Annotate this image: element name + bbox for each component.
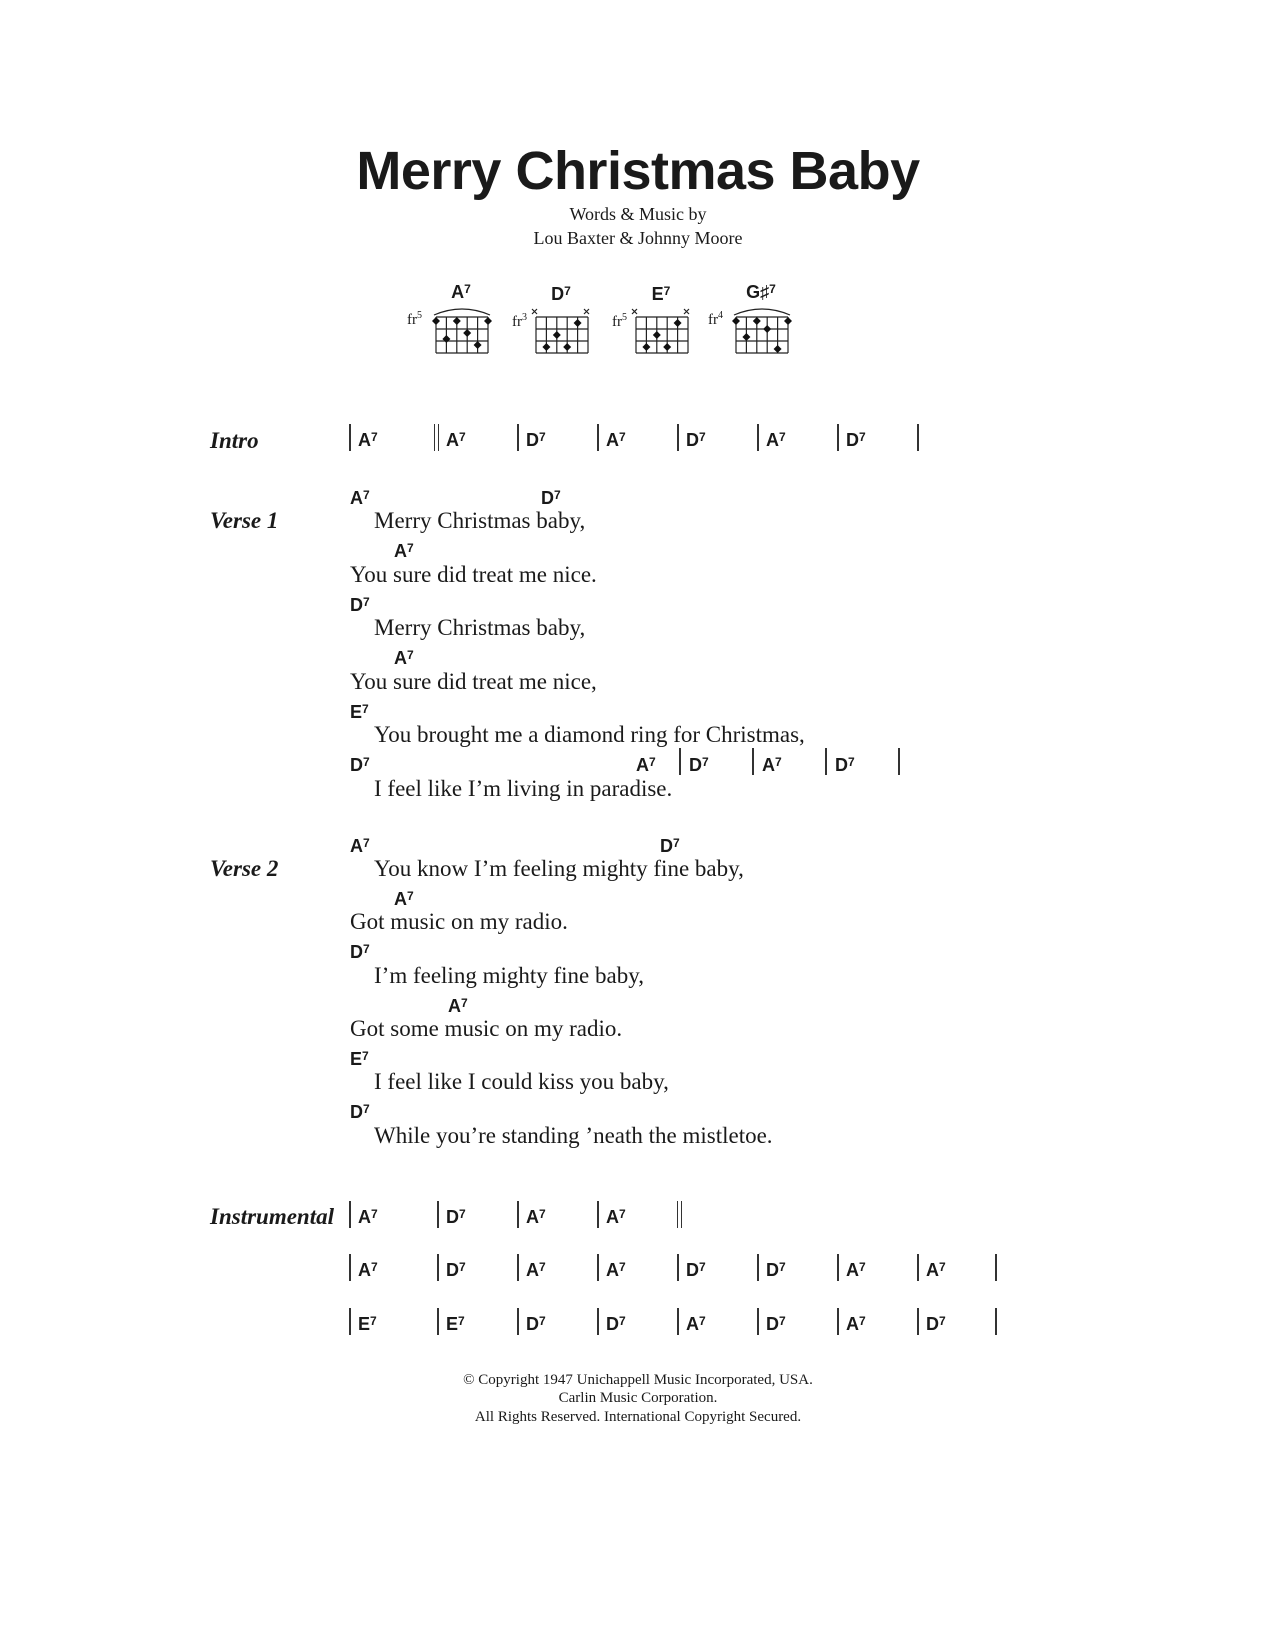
chord: $D^7$ [766, 1314, 786, 1334]
credits-authors: Lou Baxter & Johnny Moore [533, 228, 743, 248]
chord: $A^7$ [606, 1260, 626, 1280]
barline [349, 1254, 351, 1281]
barline [349, 1201, 351, 1228]
diagram-name: $D^7$ [551, 284, 571, 304]
chord: $A^7$ [926, 1260, 946, 1280]
chord: $D^7$ [606, 1314, 626, 1334]
chord: $A^7$ [526, 1260, 546, 1280]
barline [517, 424, 519, 451]
lyric-line: I feel like I’m living in paradise. [374, 776, 673, 801]
lyric-line: I’m feeling mighty fine baby, [374, 963, 644, 988]
chord: $D^7$ [846, 430, 866, 450]
chord: $A^7$ [846, 1314, 866, 1334]
lyric-line: While you’re standing ’neath the mistletoe. [374, 1123, 773, 1148]
chord: $D^7$ [689, 755, 709, 775]
barline [597, 424, 599, 451]
barline [437, 1201, 439, 1228]
double-barline [677, 1201, 682, 1228]
barline [995, 1254, 997, 1281]
chord: $A^7$ [762, 755, 782, 775]
barline [349, 424, 351, 451]
barline [597, 1254, 599, 1281]
fret-number: 5 [417, 310, 422, 321]
lyric-line: Got some music on my radio. [350, 1016, 623, 1041]
barline [517, 1308, 519, 1335]
copyright-line: Carlin Music Corporation. [558, 1390, 718, 1406]
barline [752, 748, 754, 775]
barline [349, 1308, 351, 1335]
barline [837, 1254, 839, 1281]
barline [517, 1254, 519, 1281]
chord: $D^7$ [660, 836, 680, 856]
chord: $A^7$ [446, 430, 466, 450]
chord: $A^7$ [350, 836, 370, 856]
fret-number: 4 [718, 310, 723, 321]
fretboard-diagram [530, 305, 594, 357]
barline [917, 1308, 919, 1335]
chord: $E^7$ [446, 1314, 465, 1334]
barline [995, 1308, 997, 1335]
copyright-line: © Copyright 1947 Unichappell Music Incorporated, USA. [463, 1372, 813, 1388]
lyric-line: You sure did treat me nice, [350, 669, 597, 694]
chord: $D^7$ [350, 755, 370, 775]
barline [677, 1254, 679, 1281]
fret-label [407, 310, 422, 329]
double-barline [434, 424, 439, 451]
chord: $D^7$ [350, 595, 370, 615]
chord: $D^7$ [835, 755, 855, 775]
chord: $A^7$ [358, 1260, 378, 1280]
copyright-line: All Rights Reserved. International Copyright Secured. [474, 1409, 802, 1425]
fret-prefix: fr [708, 312, 718, 328]
barline [917, 424, 919, 451]
barline [757, 1308, 759, 1335]
chord: $A^7$ [846, 1260, 866, 1280]
fret-number: 5 [622, 312, 627, 323]
fret-label [612, 312, 627, 331]
barline [898, 748, 900, 775]
chord: $A^7$ [448, 996, 468, 1016]
chord: $E^7$ [358, 1314, 377, 1334]
barline [679, 748, 681, 775]
fret-prefix: fr [512, 314, 522, 330]
chord: $A^7$ [394, 889, 414, 909]
barline [517, 1201, 519, 1228]
lyric-line: I feel like I could kiss you baby, [374, 1069, 669, 1094]
fretboard-diagram [630, 305, 694, 357]
credits-label: Words & Music by [569, 204, 707, 224]
chord: $A^7$ [636, 755, 656, 775]
fret-label [512, 312, 527, 331]
chord: $E^7$ [350, 702, 369, 722]
chord: $D^7$ [541, 488, 561, 508]
barline [677, 1308, 679, 1335]
barline [597, 1201, 599, 1228]
chord: $A^7$ [358, 430, 378, 450]
diagram-name: G♯$^7$ [746, 282, 776, 302]
barline [757, 424, 759, 451]
lyric-line: Merry Christmas baby, [374, 615, 586, 640]
section-label: Intro [210, 428, 259, 453]
chord: $A^7$ [686, 1314, 706, 1334]
chord: $D^7$ [350, 1102, 370, 1122]
section-label: Instrumental [210, 1204, 334, 1229]
section-label: Verse 2 [210, 856, 279, 881]
barline [757, 1254, 759, 1281]
chord: $D^7$ [446, 1207, 466, 1227]
song-title: Merry Christmas Baby [356, 141, 920, 201]
chord: $A^7$ [606, 430, 626, 450]
chord: $A^7$ [766, 430, 786, 450]
chord: $D^7$ [686, 1260, 706, 1280]
barline [917, 1254, 919, 1281]
fret-prefix: fr [612, 314, 622, 330]
chord: $D^7$ [526, 1314, 546, 1334]
chord: $D^7$ [446, 1260, 466, 1280]
lyric-line: Merry Christmas baby, [374, 508, 586, 533]
chord: $A^7$ [394, 541, 414, 561]
chord: $E^7$ [350, 1049, 369, 1069]
chord: $A^7$ [394, 648, 414, 668]
chord: $A^7$ [358, 1207, 378, 1227]
chord: $A^7$ [526, 1207, 546, 1227]
chord: $D^7$ [766, 1260, 786, 1280]
fret-prefix: fr [407, 312, 417, 328]
barline [837, 424, 839, 451]
chord: $A^7$ [606, 1207, 626, 1227]
fret-label [708, 310, 723, 329]
chord: $A^7$ [350, 488, 370, 508]
fretboard-diagram [430, 305, 494, 357]
lyric-line: You know I’m feeling mighty fine baby, [374, 856, 744, 881]
section-label: Verse 1 [210, 508, 279, 533]
chord: $D^7$ [686, 430, 706, 450]
barline [437, 1308, 439, 1335]
barline [825, 748, 827, 775]
fretboard-diagram [730, 305, 794, 357]
fret-number: 3 [522, 312, 527, 323]
barline [437, 1254, 439, 1281]
chord: $D^7$ [926, 1314, 946, 1334]
chord: $D^7$ [526, 430, 546, 450]
chord: $D^7$ [350, 942, 370, 962]
barline [677, 424, 679, 451]
diagram-name: $E^7$ [651, 284, 671, 304]
lyric-line: You sure did treat me nice. [350, 562, 597, 587]
barline [597, 1308, 599, 1335]
lyric-line: Got music on my radio. [350, 909, 568, 934]
diagram-name: $A^7$ [451, 282, 471, 302]
barline [837, 1308, 839, 1335]
lyric-line: You brought me a diamond ring for Christmas, [374, 722, 805, 747]
